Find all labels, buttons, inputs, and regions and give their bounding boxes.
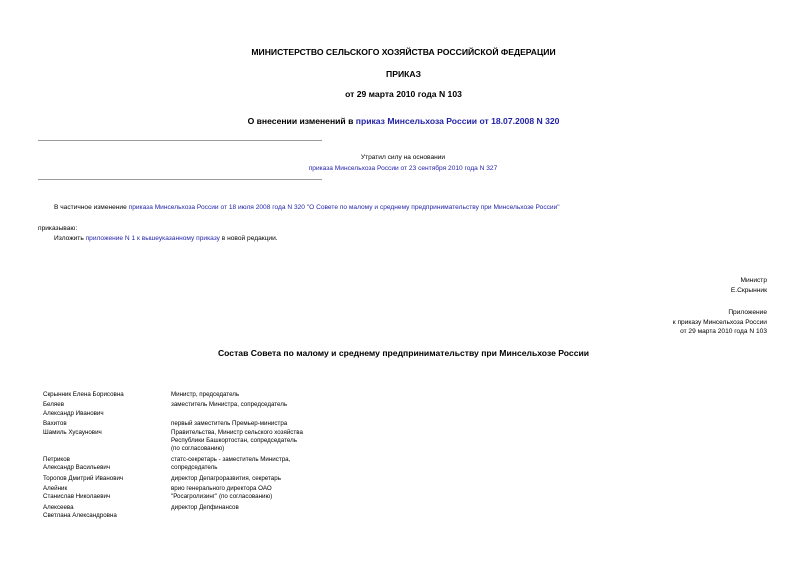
list-item xyxy=(43,401,783,418)
subject-link[interactable]: приказ Минсельхоза России от 18.07.2008 N 320 xyxy=(355,116,560,126)
document-subject xyxy=(0,116,807,126)
document-type: ПРИКАЗ xyxy=(386,69,421,79)
member-role: Министр, председатель xyxy=(171,391,240,398)
council-title: Состав Совета по малому и среднему предпринимательству при Минсельхозе России xyxy=(217,348,590,358)
signature-position: Министр xyxy=(740,277,767,284)
appendix-date: от 29 марта 2010 года N 103 xyxy=(680,328,767,335)
item-suffix: в новой редакции. xyxy=(219,235,278,242)
list-item xyxy=(43,391,783,399)
member-role: директор Депагроразвития, секретарь xyxy=(171,474,281,482)
intro-link[interactable]: приказа Минсельхоза России от 18 июля 2008 года N 320 "О Совете по малому и среднему предпринимательству при Минсельхозе России" xyxy=(128,204,560,211)
intro-prefix: В частичное изменение xyxy=(54,204,129,211)
intro-paragraph xyxy=(54,203,560,212)
member-name: Торопов Дмитрий Иванович xyxy=(43,474,124,482)
document-date-number: от 29 марта 2010 года N 103 xyxy=(345,89,462,99)
list-item xyxy=(43,504,783,521)
divider-top xyxy=(38,140,322,141)
order-item xyxy=(54,234,278,243)
member-role: врио генерального директора ОАО "Росагролизинг" (по согласованию) xyxy=(171,485,273,501)
signature-name: Е.Скрынник xyxy=(730,287,767,294)
member-name: Петриков Александр Васильевич xyxy=(43,455,111,472)
member-name: Беляев Александр Иванович xyxy=(43,401,104,417)
member-role: статс-секретарь - заместитель Министра, сопредседатель xyxy=(171,455,291,472)
list-item xyxy=(43,420,783,454)
repeal-notice: Утратил силу на основании xyxy=(360,154,446,161)
appendix-label: Приложение xyxy=(728,309,767,316)
member-role: первый заместитель Премьер-министра Правительства, Министр сельского хозяйства Республики Башкортостан, сопредседатель (по согласованию) xyxy=(171,420,303,453)
item-prefix: Изложить xyxy=(54,235,86,242)
member-name: Алексеева Светлана Александровна xyxy=(43,503,117,520)
list-item xyxy=(43,485,783,502)
member-role: заместитель Министра, сопредседатель xyxy=(171,401,288,409)
orders-word: приказываю: xyxy=(38,225,78,232)
appendix-ref: к приказу Минсельхоза России xyxy=(672,319,767,326)
member-role: директор Депфинансов xyxy=(171,503,239,511)
members-list xyxy=(43,391,783,523)
member-name: Скрынник Елена Борисовна xyxy=(43,391,124,398)
member-name: Вахитов Шамиль Хусаунович xyxy=(43,420,102,436)
subject-prefix: О внесении изменений в xyxy=(247,116,356,126)
divider-bottom xyxy=(38,179,322,180)
repeal-notice-link[interactable]: приказа Минсельхоза России от 23 сентября 2010 года N 327 xyxy=(308,165,498,172)
item-link[interactable]: приложение N 1 к вышеуказанному приказу xyxy=(85,235,220,242)
list-item xyxy=(43,456,783,473)
list-item xyxy=(43,475,783,483)
ministry-title: МИНИСТЕРСТВО СЕЛЬСКОГО ХОЗЯЙСТВА РОССИЙСКОЙ ФЕДЕРАЦИИ xyxy=(251,47,556,57)
member-name: Алейник Станислав Николаевич xyxy=(43,485,111,501)
